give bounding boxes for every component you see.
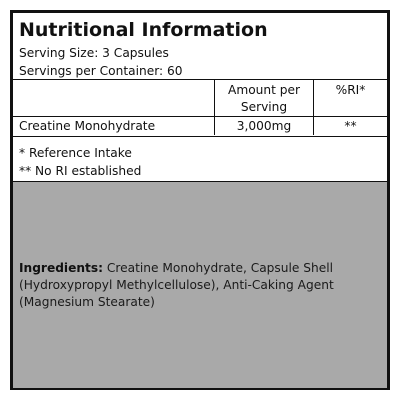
footnote-reference-intake: * Reference Intake bbox=[19, 146, 132, 160]
servings-per-container: Servings per Container: 60 bbox=[19, 64, 183, 78]
ingredients-list: Creatine Monohydrate, Capsule Shell (Hydroxypropyl Methylcellulose), Anti-Caking Agent (Magnesium Stearate) bbox=[19, 261, 334, 309]
table-row-amount: 3,000mg bbox=[236, 119, 292, 133]
ingredients-panel bbox=[13, 181, 387, 388]
table-row-name: Creatine Monohydrate bbox=[19, 119, 156, 133]
footnote-no-ri: ** No RI established bbox=[19, 164, 142, 178]
ingredients-label: Ingredients: bbox=[19, 261, 104, 275]
nutrition-label bbox=[10, 10, 390, 390]
column-header-amount: Amount per Serving bbox=[227, 83, 300, 114]
table-row-ri: ** bbox=[344, 119, 357, 133]
ingredients-text bbox=[19, 260, 381, 311]
label-title: Nutritional Information bbox=[19, 19, 268, 41]
nutrition-table bbox=[13, 79, 387, 137]
serving-size: Serving Size: 3 Capsules bbox=[19, 46, 169, 60]
column-header-ri: %RI* bbox=[335, 83, 366, 97]
table-header-divider bbox=[13, 116, 387, 117]
